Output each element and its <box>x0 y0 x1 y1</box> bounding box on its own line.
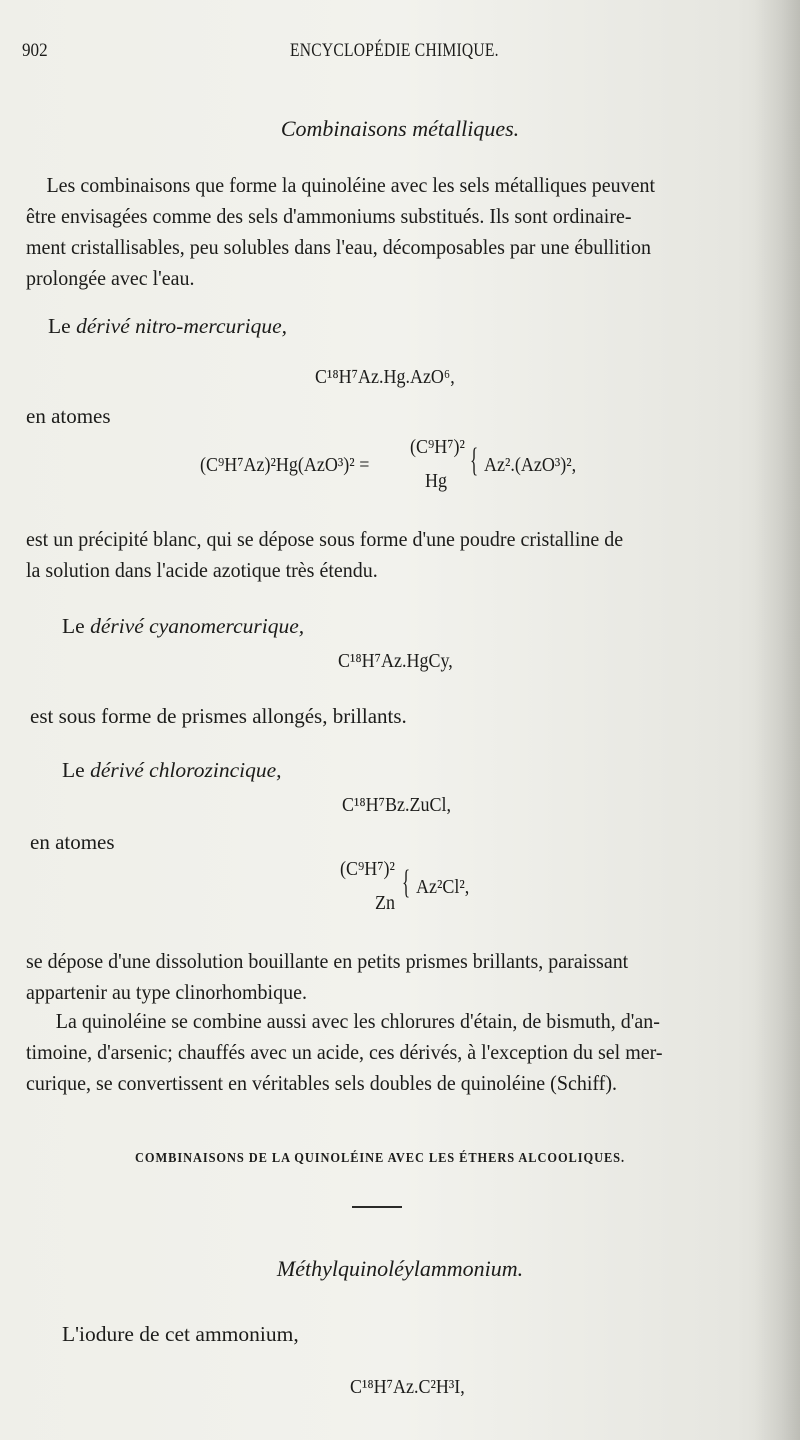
running-title: ENCYCLOPÉDIE CHIMIQUE. <box>290 40 499 61</box>
closing-line: timoine, d'arsenic; chauffés avec un acide, ces dérivés, à l'exception du sel mer- <box>26 1040 663 1064</box>
cyano-description: est sous forme de prismes allongés, brillants. <box>30 704 407 728</box>
cyano-name: dérivé cyanomercurique, <box>90 614 305 638</box>
intro-line: être envisagées comme des sels d'ammoniums substitués. Ils sont ordinaire- <box>26 204 632 228</box>
closing-line: curique, se convertissent en véritables sels doubles de quinoléine (Schiff). <box>26 1071 617 1095</box>
nitro-formula-atoms-left: (C⁹H⁷Az)²Hg(AzO³)² = <box>200 454 370 476</box>
nitro-desc-line: est un précipité blanc, qui se dépose sous forme d'une poudre cristalline de <box>26 527 624 551</box>
chloro-name: dérivé chlorozincique, <box>90 758 282 782</box>
section-title-ethers: COMBINAISONS DE LA QUINOLÉINE AVEC LES ÉTHERS ALCOOLIQUES. <box>135 1150 626 1165</box>
nitro-description <box>26 524 774 586</box>
chloro-description <box>26 946 774 1008</box>
cyano-formula: C¹⁸H⁷Az.HgCy, <box>338 650 453 672</box>
intro-line: prolongée avec l'eau. <box>26 266 195 290</box>
chloro-formula-atoms-bottom: Zn <box>375 892 395 914</box>
nitro-formula-equiv: C¹⁸H⁷Az.Hg.AzO⁶, <box>315 366 455 388</box>
nitro-formula-atoms-bottom: Hg <box>425 470 448 492</box>
nitro-heading <box>48 314 287 339</box>
section-title-metallic: Combinaisons métalliques. <box>280 116 520 141</box>
chloro-desc-line: se dépose d'une dissolution bouillante en petits prismes brillants, paraissant <box>26 949 629 973</box>
chloro-desc-line: appartenir au type clinorhombique. <box>26 980 307 1004</box>
intro-line: Les combinaisons que forme la quinoléine avec les sels métalliques peuvent <box>46 173 656 197</box>
intro-line: ment cristallisables, peu solubles dans l'eau, décomposables par une ébullition <box>26 235 651 259</box>
chloro-lead: Le <box>62 758 91 782</box>
nitro-formula-atoms-right: Az².(AzO³)², <box>484 454 577 476</box>
nitro-lead: Le <box>48 314 77 338</box>
chloro-brace: { <box>402 864 411 901</box>
page-number: 902 <box>22 40 48 61</box>
chloro-heading <box>62 758 282 783</box>
nitro-desc-line: la solution dans l'acide azotique très étendu. <box>26 558 378 582</box>
nitro-formula-atoms-top: (C⁹H⁷)² <box>410 436 465 458</box>
chloro-formula-atoms-top: (C⁹H⁷)² <box>340 858 395 880</box>
cyano-lead: Le <box>62 614 91 638</box>
nitro-atoms-label: en atomes <box>26 404 111 428</box>
chloro-atoms-label: en atomes <box>30 830 115 854</box>
section-title-methyl: Méthylquinoléylammonium. <box>276 1256 524 1281</box>
nitro-name: dérivé nitro-mercurique, <box>76 314 288 338</box>
closing-paragraph <box>26 1006 774 1099</box>
cyano-heading <box>62 614 304 639</box>
chloro-formula-atoms-right: Az²Cl², <box>416 876 470 898</box>
methyl-formula: C¹⁸H⁷Az.C²H³I, <box>350 1376 465 1398</box>
methyl-lead: L'iodure de cet ammonium, <box>62 1322 299 1346</box>
closing-line: La quinoléine se combine aussi avec les chlorures d'étain, de bismuth, d'an- <box>55 1009 660 1033</box>
intro-paragraph <box>26 170 774 294</box>
section-divider <box>352 1206 402 1208</box>
nitro-brace: { <box>470 442 479 479</box>
chloro-formula: C¹⁸H⁷Bz.ZuCl, <box>342 794 451 816</box>
